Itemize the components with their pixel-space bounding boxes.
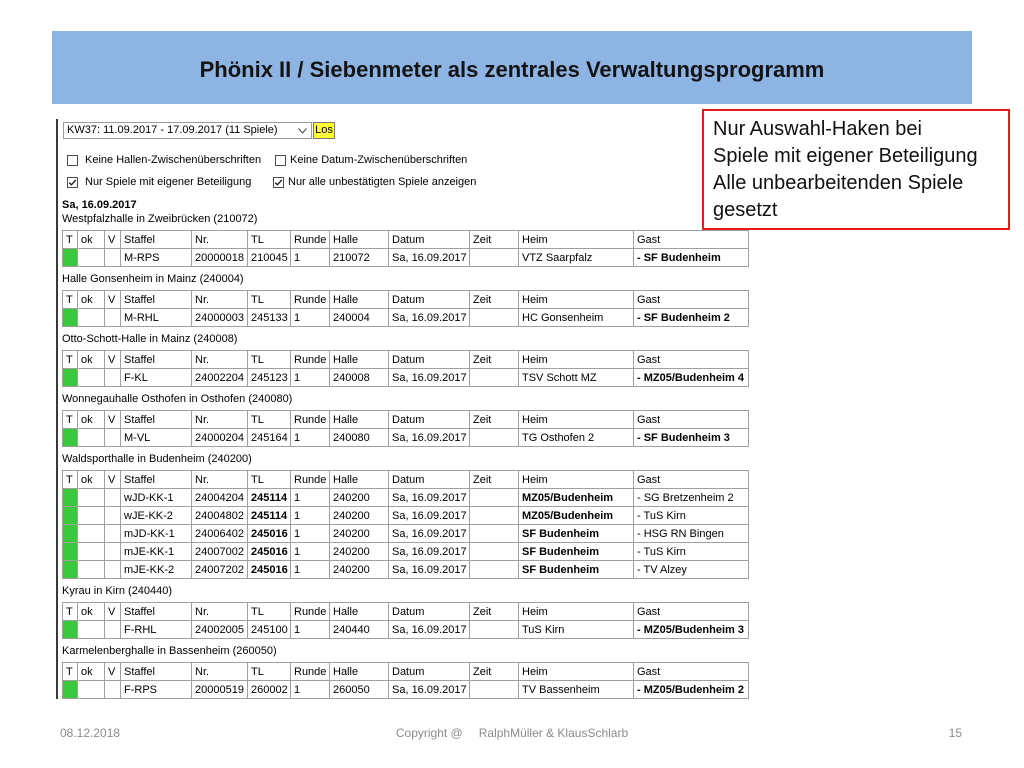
- status-indicator: [63, 369, 78, 387]
- filter-unconfirmed-only[interactable]: [273, 175, 476, 189]
- cell-runde: 1: [291, 249, 330, 267]
- cell-ok: [78, 429, 105, 447]
- cell-staffel: wJD-KK-1: [121, 489, 192, 507]
- column-header-runde: Runde: [291, 603, 330, 621]
- column-header-ok: ok: [78, 231, 105, 249]
- column-header-t: T: [63, 351, 78, 369]
- cell-gast: - MZ05/Budenheim 3: [634, 621, 749, 639]
- cell-ok: [78, 621, 105, 639]
- cell-tl: 245016: [248, 543, 291, 561]
- cell-nr: 24007002: [192, 543, 248, 561]
- week-select-value[interactable]: KW37: 11.09.2017 - 17.09.2017 (11 Spiele): [67, 124, 278, 136]
- column-header-nr: Nr.: [192, 411, 248, 429]
- column-header-halle: Halle: [330, 351, 389, 369]
- filter-label[interactable]: Keine Hallen-Zwischenüberschriften: [85, 154, 262, 166]
- table-header-row: [63, 231, 749, 249]
- table-header-row: [63, 291, 749, 309]
- status-indicator: [63, 681, 78, 699]
- filter-no-hall-subheadings[interactable]: [67, 153, 261, 167]
- cell-nr: 24002204: [192, 369, 248, 387]
- column-header-gast: Gast: [634, 471, 749, 489]
- cell-v: [105, 489, 121, 507]
- column-header-nr: Nr.: [192, 663, 248, 681]
- cell-gast: - SF Budenheim 3: [634, 429, 749, 447]
- column-header-heim: Heim: [519, 351, 634, 369]
- cell-heim: VTZ Saarpfalz: [519, 249, 634, 267]
- column-header-t: T: [63, 663, 78, 681]
- cell-datum: Sa, 16.09.2017: [389, 309, 470, 327]
- column-header-runde: Runde: [291, 663, 330, 681]
- cell-nr: 24002005: [192, 621, 248, 639]
- column-header-staffel: Staffel: [121, 471, 192, 489]
- cell-zeit: [470, 561, 519, 579]
- cell-tl: 245100: [248, 621, 291, 639]
- table-header-row: [63, 351, 749, 369]
- column-header-staffel: Staffel: [121, 663, 192, 681]
- column-header-v: V: [105, 231, 121, 249]
- cell-gast: - SG Bretzenheim 2: [634, 489, 749, 507]
- cell-v: [105, 507, 121, 525]
- cell-runde: 1: [291, 561, 330, 579]
- hall-list: [62, 207, 748, 699]
- cell-halle: 240200: [330, 525, 389, 543]
- screenshot-border: [56, 119, 58, 699]
- cell-staffel: M-RHL: [121, 309, 192, 327]
- cell-runde: 1: [291, 309, 330, 327]
- cell-zeit: [470, 249, 519, 267]
- cell-staffel: mJD-KK-1: [121, 525, 192, 543]
- cell-ok: [78, 561, 105, 579]
- game-row: [63, 249, 749, 267]
- column-header-gast: Gast: [634, 663, 749, 681]
- filter-label[interactable]: Keine Datum-Zwischenüberschriften: [290, 154, 468, 166]
- cell-runde: 1: [291, 489, 330, 507]
- cell-zeit: [470, 369, 519, 387]
- column-header-gast: Gast: [634, 411, 749, 429]
- column-header-datum: Datum: [389, 291, 470, 309]
- cell-halle: 240200: [330, 489, 389, 507]
- cell-ok: [78, 507, 105, 525]
- game-row: [63, 429, 749, 447]
- status-indicator: [63, 309, 78, 327]
- hall-heading: Westpfalzhalle in Zweibrücken (210072): [62, 213, 258, 225]
- column-header-tl: TL: [248, 231, 291, 249]
- game-row: [63, 621, 749, 639]
- column-header-ok: ok: [78, 603, 105, 621]
- status-indicator: [63, 621, 78, 639]
- column-header-zeit: Zeit: [470, 351, 519, 369]
- column-header-v: V: [105, 291, 121, 309]
- status-indicator: [63, 507, 78, 525]
- hall-section: [62, 644, 748, 699]
- cell-staffel: M-VL: [121, 429, 192, 447]
- column-header-v: V: [105, 663, 121, 681]
- column-header-runde: Runde: [291, 291, 330, 309]
- column-header-zeit: Zeit: [470, 291, 519, 309]
- game-row: [63, 543, 749, 561]
- column-header-datum: Datum: [389, 471, 470, 489]
- go-button[interactable]: Los: [313, 122, 335, 139]
- cell-datum: Sa, 16.09.2017: [389, 525, 470, 543]
- checkbox[interactable]: [273, 177, 284, 188]
- table-header-row: [63, 663, 749, 681]
- column-header-datum: Datum: [389, 663, 470, 681]
- cell-heim: TV Bassenheim: [519, 681, 634, 699]
- cell-ok: [78, 525, 105, 543]
- hall-heading: Otto-Schott-Halle in Mainz (240008): [62, 333, 238, 345]
- cell-nr: 20000018: [192, 249, 248, 267]
- cell-ok: [78, 489, 105, 507]
- hall-section: [62, 332, 748, 387]
- cell-gast: - MZ05/Budenheim 4: [634, 369, 749, 387]
- column-header-ok: ok: [78, 291, 105, 309]
- cell-v: [105, 525, 121, 543]
- column-header-halle: Halle: [330, 471, 389, 489]
- cell-halle: 240200: [330, 507, 389, 525]
- hall-heading: Karmelenberghalle in Bassenheim (260050): [62, 645, 277, 657]
- table-header-row: [63, 471, 749, 489]
- column-header-zeit: Zeit: [470, 471, 519, 489]
- column-header-ok: ok: [78, 351, 105, 369]
- cell-zeit: [470, 429, 519, 447]
- checkbox[interactable]: [275, 155, 286, 166]
- column-header-staffel: Staffel: [121, 411, 192, 429]
- column-header-tl: TL: [248, 663, 291, 681]
- game-row: [63, 507, 749, 525]
- cell-zeit: [470, 543, 519, 561]
- game-row: [63, 309, 749, 327]
- cell-halle: 240004: [330, 309, 389, 327]
- status-indicator: [63, 489, 78, 507]
- cell-runde: 1: [291, 507, 330, 525]
- games-table: [62, 662, 749, 699]
- cell-tl: 245016: [248, 561, 291, 579]
- cell-zeit: [470, 507, 519, 525]
- cell-zeit: [470, 489, 519, 507]
- hall-heading: Halle Gonsenheim in Mainz (240004): [62, 273, 244, 285]
- cell-heim: MZ05/Budenheim: [519, 507, 634, 525]
- hall-section: [62, 392, 748, 447]
- cell-staffel: mJE-KK-2: [121, 561, 192, 579]
- table-header-row: [63, 603, 749, 621]
- column-header-t: T: [63, 411, 78, 429]
- cell-gast: - SF Budenheim: [634, 249, 749, 267]
- column-header-t: T: [63, 231, 78, 249]
- cell-v: [105, 369, 121, 387]
- cell-heim: TuS Kirn: [519, 621, 634, 639]
- filter-own-games-only[interactable]: [67, 175, 251, 189]
- cell-zeit: [470, 621, 519, 639]
- cell-staffel: F-KL: [121, 369, 192, 387]
- column-header-heim: Heim: [519, 231, 634, 249]
- status-indicator: [63, 543, 78, 561]
- column-header-ok: ok: [78, 411, 105, 429]
- column-header-runde: Runde: [291, 471, 330, 489]
- cell-zeit: [470, 681, 519, 699]
- cell-nr: 24000204: [192, 429, 248, 447]
- game-row: [63, 489, 749, 507]
- column-header-tl: TL: [248, 351, 291, 369]
- column-header-tl: TL: [248, 291, 291, 309]
- column-header-nr: Nr.: [192, 291, 248, 309]
- cell-gast: - TV Alzey: [634, 561, 749, 579]
- games-table: [62, 602, 749, 639]
- cell-tl: 245114: [248, 507, 291, 525]
- cell-datum: Sa, 16.09.2017: [389, 543, 470, 561]
- column-header-t: T: [63, 471, 78, 489]
- cell-ok: [78, 369, 105, 387]
- status-indicator: [63, 525, 78, 543]
- column-header-nr: Nr.: [192, 351, 248, 369]
- day-heading: Sa, 16.09.2017: [62, 199, 137, 211]
- cell-nr: 24000003: [192, 309, 248, 327]
- cell-gast: - SF Budenheim 2: [634, 309, 749, 327]
- column-header-staffel: Staffel: [121, 231, 192, 249]
- cell-zeit: [470, 525, 519, 543]
- column-header-gast: Gast: [634, 231, 749, 249]
- cell-tl: 260002: [248, 681, 291, 699]
- cell-runde: 1: [291, 369, 330, 387]
- cell-v: [105, 681, 121, 699]
- column-header-v: V: [105, 351, 121, 369]
- column-header-tl: TL: [248, 603, 291, 621]
- cell-nr: 24004802: [192, 507, 248, 525]
- cell-datum: Sa, 16.09.2017: [389, 249, 470, 267]
- checkbox[interactable]: [67, 177, 78, 188]
- hall-section: [62, 272, 748, 327]
- column-header-heim: Heim: [519, 663, 634, 681]
- cell-gast: - HSG RN Bingen: [634, 525, 749, 543]
- cell-datum: Sa, 16.09.2017: [389, 489, 470, 507]
- cell-staffel: F-RPS: [121, 681, 192, 699]
- column-header-nr: Nr.: [192, 603, 248, 621]
- cell-heim: SF Budenheim: [519, 543, 634, 561]
- cell-halle: 210072: [330, 249, 389, 267]
- hall-heading: Kyrau in Kirn (240440): [62, 585, 173, 597]
- column-header-tl: TL: [248, 411, 291, 429]
- filter-label[interactable]: Nur Spiele mit eigener Beteiligung: [85, 176, 252, 188]
- games-table: [62, 410, 749, 447]
- callout-line: Nur Auswahl-Haken bei: [713, 118, 922, 140]
- cell-heim: SF Budenheim: [519, 561, 634, 579]
- cell-v: [105, 621, 121, 639]
- column-header-heim: Heim: [519, 603, 634, 621]
- cell-zeit: [470, 309, 519, 327]
- column-header-nr: Nr.: [192, 471, 248, 489]
- cell-heim: TSV Schott MZ: [519, 369, 634, 387]
- game-row: [63, 561, 749, 579]
- hall-heading: Wonnegauhalle Osthofen in Osthofen (240080): [62, 393, 293, 405]
- cell-runde: 1: [291, 429, 330, 447]
- hall-section: [62, 212, 748, 267]
- hall-section: [62, 584, 748, 639]
- cell-gast: - TuS Kirn: [634, 507, 749, 525]
- column-header-halle: Halle: [330, 663, 389, 681]
- column-header-halle: Halle: [330, 231, 389, 249]
- status-indicator: [63, 249, 78, 267]
- cell-tl: 245016: [248, 525, 291, 543]
- status-indicator: [63, 429, 78, 447]
- cell-ok: [78, 309, 105, 327]
- column-header-gast: Gast: [634, 351, 749, 369]
- cell-heim: SF Budenheim: [519, 525, 634, 543]
- games-table: [62, 290, 749, 327]
- column-header-halle: Halle: [330, 603, 389, 621]
- games-table: [62, 350, 749, 387]
- cell-nr: 20000519: [192, 681, 248, 699]
- cell-tl: 210045: [248, 249, 291, 267]
- cell-heim: HC Gonsenheim: [519, 309, 634, 327]
- cell-tl: 245123: [248, 369, 291, 387]
- cell-v: [105, 309, 121, 327]
- column-header-t: T: [63, 603, 78, 621]
- cell-heim: MZ05/Budenheim: [519, 489, 634, 507]
- authors: RalphMüller & KlausSchlarb: [478, 726, 629, 740]
- cell-ok: [78, 681, 105, 699]
- game-row: [63, 681, 749, 699]
- cell-staffel: F-RHL: [121, 621, 192, 639]
- column-header-datum: Datum: [389, 351, 470, 369]
- cell-datum: Sa, 16.09.2017: [389, 561, 470, 579]
- annotation-callout: [702, 109, 1010, 230]
- cell-runde: 1: [291, 621, 330, 639]
- cell-tl: 245114: [248, 489, 291, 507]
- column-header-zeit: Zeit: [470, 231, 519, 249]
- column-header-t: T: [63, 291, 78, 309]
- hall-heading: Waldsporthalle in Budenheim (240200): [62, 453, 252, 465]
- checkbox[interactable]: [67, 155, 78, 166]
- column-header-staffel: Staffel: [121, 291, 192, 309]
- week-select[interactable]: [63, 122, 312, 139]
- copyright-label: Copyright @: [395, 726, 463, 740]
- cell-nr: 24004204: [192, 489, 248, 507]
- cell-halle: 240008: [330, 369, 389, 387]
- column-header-zeit: Zeit: [470, 411, 519, 429]
- column-header-heim: Heim: [519, 471, 634, 489]
- chevron-down-icon[interactable]: [298, 128, 307, 134]
- cell-tl: 245133: [248, 309, 291, 327]
- callout-line: gesetzt: [713, 199, 778, 221]
- cell-datum: Sa, 16.09.2017: [389, 621, 470, 639]
- column-header-runde: Runde: [291, 411, 330, 429]
- footer-date: 08.12.2018: [60, 726, 121, 740]
- cell-ok: [78, 249, 105, 267]
- cell-datum: Sa, 16.09.2017: [389, 369, 470, 387]
- column-header-halle: Halle: [330, 291, 389, 309]
- cell-datum: Sa, 16.09.2017: [389, 429, 470, 447]
- cell-halle: 240200: [330, 561, 389, 579]
- column-header-v: V: [105, 471, 121, 489]
- cell-tl: 245164: [248, 429, 291, 447]
- callout-line: Alle unbearbeitenden Spiele: [713, 172, 964, 194]
- game-row: [63, 369, 749, 387]
- column-header-zeit: Zeit: [470, 663, 519, 681]
- column-header-ok: ok: [78, 663, 105, 681]
- table-header-row: [63, 411, 749, 429]
- column-header-datum: Datum: [389, 411, 470, 429]
- page-number: 15: [948, 726, 962, 740]
- column-header-datum: Datum: [389, 231, 470, 249]
- cell-datum: Sa, 16.09.2017: [389, 507, 470, 525]
- column-header-staffel: Staffel: [121, 603, 192, 621]
- game-row: [63, 525, 749, 543]
- cell-staffel: mJE-KK-1: [121, 543, 192, 561]
- cell-heim: TG Osthofen 2: [519, 429, 634, 447]
- column-header-v: V: [105, 411, 121, 429]
- cell-v: [105, 429, 121, 447]
- cell-nr: 24006402: [192, 525, 248, 543]
- games-table: [62, 230, 749, 267]
- column-header-gast: Gast: [634, 603, 749, 621]
- cell-runde: 1: [291, 525, 330, 543]
- cell-gast: - TuS Kirn: [634, 543, 749, 561]
- column-header-staffel: Staffel: [121, 351, 192, 369]
- filter-no-date-subheadings[interactable]: [275, 153, 467, 167]
- column-header-halle: Halle: [330, 411, 389, 429]
- column-header-heim: Heim: [519, 411, 634, 429]
- column-header-v: V: [105, 603, 121, 621]
- cell-halle: 240080: [330, 429, 389, 447]
- status-indicator: [63, 561, 78, 579]
- callout-line: Spiele mit eigener Beteiligung: [713, 145, 978, 167]
- column-header-nr: Nr.: [192, 231, 248, 249]
- cell-halle: 240200: [330, 543, 389, 561]
- filter-label[interactable]: Nur alle unbestätigten Spiele anzeigen: [288, 176, 477, 188]
- cell-nr: 24007202: [192, 561, 248, 579]
- cell-v: [105, 561, 121, 579]
- games-table: [62, 470, 749, 579]
- column-header-datum: Datum: [389, 603, 470, 621]
- cell-gast: - MZ05/Budenheim 2: [634, 681, 749, 699]
- column-header-runde: Runde: [291, 231, 330, 249]
- column-header-heim: Heim: [519, 291, 634, 309]
- column-header-runde: Runde: [291, 351, 330, 369]
- cell-ok: [78, 543, 105, 561]
- cell-v: [105, 543, 121, 561]
- column-header-ok: ok: [78, 471, 105, 489]
- cell-halle: 240440: [330, 621, 389, 639]
- title-band: [52, 31, 972, 104]
- cell-datum: Sa, 16.09.2017: [389, 681, 470, 699]
- footer-copyright: [0, 725, 1024, 741]
- cell-runde: 1: [291, 681, 330, 699]
- cell-v: [105, 249, 121, 267]
- column-header-gast: Gast: [634, 291, 749, 309]
- column-header-tl: TL: [248, 471, 291, 489]
- hall-section: [62, 452, 748, 579]
- cell-halle: 260050: [330, 681, 389, 699]
- cell-runde: 1: [291, 543, 330, 561]
- slide-title: Phönix II / Siebenmeter als zentrales Verwaltungsprogramm: [199, 57, 825, 82]
- column-header-zeit: Zeit: [470, 603, 519, 621]
- cell-staffel: wJE-KK-2: [121, 507, 192, 525]
- cell-staffel: M-RPS: [121, 249, 192, 267]
